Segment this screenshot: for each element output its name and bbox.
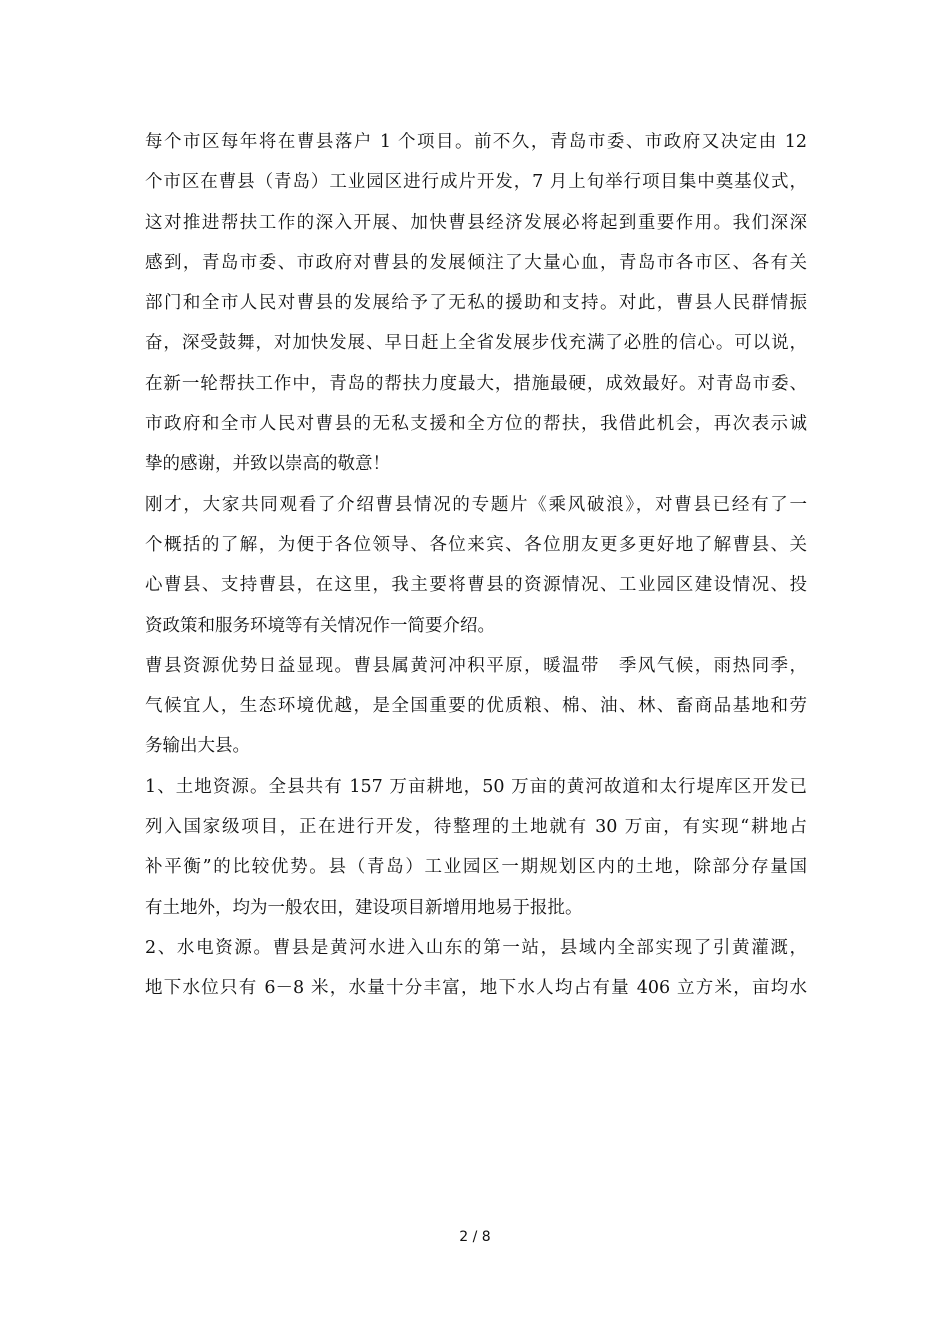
- text-line: 在新一轮帮扶工作中，青岛的帮扶力度最大，措施最硬，成效最好。对青岛市委、: [145, 373, 807, 394]
- page-number: 2 / 8: [459, 1229, 491, 1245]
- text-line: 刚才，大家共同观看了介绍曹县情况的专题片《乘风破浪》，对曹县已经有了一: [145, 494, 807, 515]
- text-line: 奋，深受鼓舞，对加快发展、早日赶上全省发展步伐充满了必胜的信心。可以说，: [145, 333, 807, 354]
- paragraph-2: [145, 485, 807, 646]
- paragraph-1: [145, 122, 807, 485]
- paragraph-3: [145, 646, 807, 767]
- text-line: 部门和全市人民对曹县的发展给予了无私的援助和支持。对此，曹县人民群情振: [145, 293, 807, 314]
- text-line: 个市区在曹县（青岛）工业园区进行成片开发，7 月上旬举行项目集中奠基仪式，: [145, 172, 807, 193]
- text-line: 这对推进帮扶工作的深入开展、加快曹县经济发展必将起到重要作用。我们深深: [145, 212, 807, 233]
- text-line: 2、水电资源。曹县是黄河水进入山东的第一站，县域内全部实现了引黄灌溉，: [145, 937, 807, 958]
- text-line: 有土地外，均为一般农田，建设项目新增用地易于报批。: [145, 897, 583, 918]
- text-line: 气候宜人，生态环境优越，是全国重要的优质粮、棉、油、林、畜商品基地和劳: [145, 696, 807, 717]
- text-line: 每个市区每年将在曹县落户 1 个项目。前不久，青岛市委、市政府又决定由 12: [145, 132, 807, 152]
- paragraph-5: [145, 928, 807, 1009]
- document-body: [145, 122, 807, 1009]
- text-line: 市政府和全市人民对曹县的无私支援和全方位的帮扶，我借此机会，再次表示诚: [145, 414, 807, 435]
- text-line: 心曹县、支持曹县，在这里，我主要将曹县的资源情况、工业园区建设情况、投: [145, 575, 807, 596]
- text-line: 务输出大县。: [145, 736, 250, 757]
- text-line: 感到，青岛市委、市政府对曹县的发展倾注了大量心血，青岛市各市区、各有关: [145, 252, 807, 273]
- text-line: 资政策和服务环境等有关情况作一简要介绍。: [145, 615, 495, 636]
- text-line: 曹县资源优势日益显现。曹县属黄河冲积平原，暖温带 季风气候，雨热同季，: [145, 655, 807, 676]
- text-line: 个概括的了解，为便于各位领导、各位来宾、各位朋友更多更好地了解曹县、关: [145, 534, 807, 555]
- text-line: 列入国家级项目，正在进行开发，待整理的土地就有 30 万亩，有实现“耕地占: [145, 817, 807, 838]
- text-line: 1、土地资源。全县共有 157 万亩耕地，50 万亩的黄河故道和太行堤库区开发已: [145, 776, 807, 797]
- text-line: 地下水位只有 6－8 米，水量十分丰富，地下水人均占有量 406 立方米，亩均水: [145, 978, 807, 999]
- paragraph-4: [145, 767, 807, 928]
- text-line: 挚的感谢，并致以崇高的敬意！: [145, 454, 390, 475]
- text-line: 补平衡”的比较优势。县（青岛）工业园区一期规划区内的土地，除部分存量国: [145, 857, 807, 878]
